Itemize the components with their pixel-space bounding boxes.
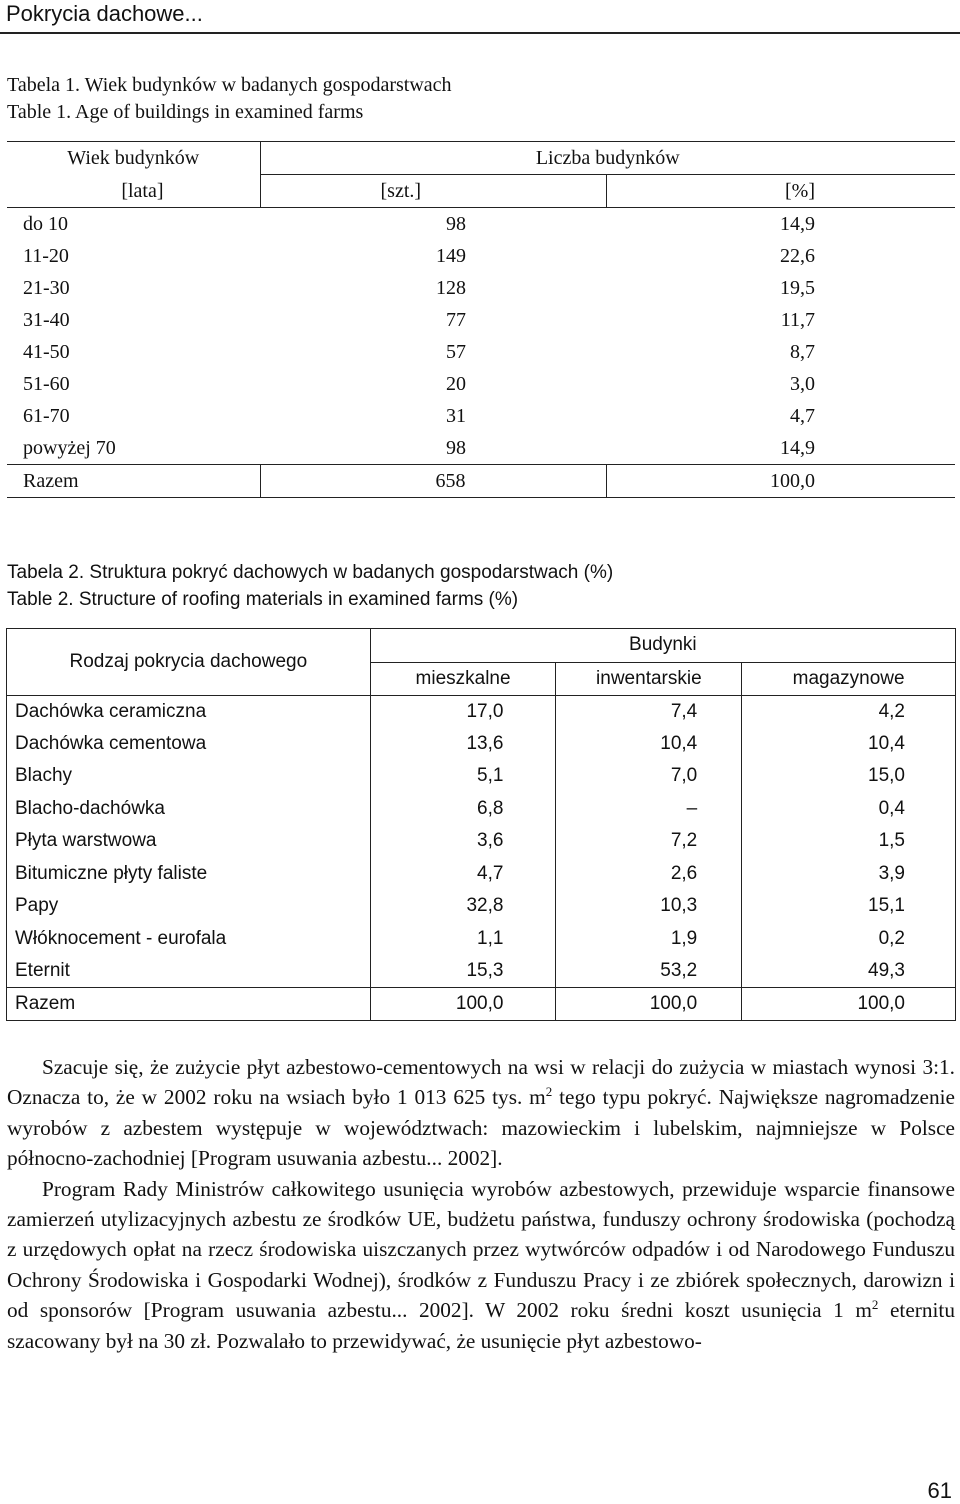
t1-age-cell: 21-30 [23, 277, 70, 299]
t2-type-cell: Eternit [7, 955, 371, 988]
t1-pct-cell: 22,6 [780, 245, 815, 267]
table1-caption-pl: Tabela 1. Wiek budynków w badanych gospodarstwach [7, 74, 452, 96]
t1-pct-cell: 19,5 [780, 277, 815, 299]
t1-pct-cell: 14,9 [606, 208, 955, 241]
t1-count-cell: 57 [446, 341, 466, 363]
t2-value-cell: 15,1 [868, 895, 905, 917]
t2-head-livestock: inwentarskie [556, 662, 742, 695]
t1-age-cell: 61-70 [23, 405, 70, 427]
t1-age-cell: powyżej 70 [23, 437, 116, 459]
t2-value-cell: 10,4 [556, 728, 742, 761]
table-row [7, 208, 955, 241]
t1-age-cell: 51-60 [23, 373, 70, 395]
t2-total-value: 100,0 [742, 988, 956, 1021]
table2-caption-en: Table 2. Structure of roofing materials in examined farms (%) [7, 589, 519, 610]
t2-type-cell: Dachówka cementowa [7, 728, 371, 761]
table-row [7, 728, 956, 761]
t2-type-cell: Włóknocement - eurofala [7, 923, 371, 956]
table-row [7, 955, 956, 988]
t1-age-cell: 31-40 [23, 309, 70, 331]
table-row [7, 304, 955, 336]
body-text [7, 1052, 955, 1356]
t1-head-group: Liczba budynków [260, 142, 955, 175]
t1-total-label: Razem [7, 465, 260, 498]
t1-head-age-unit: [lata] [7, 175, 260, 208]
paragraph-2-part-b: eternitu szacowany był na 30 zł. Pozwalało to przewidywać, że usunięcie płyt azbestowo- [7, 1298, 955, 1353]
t2-head-type: Rodzaj pokrycia dachowego [7, 629, 371, 696]
t1-count-cell: 98 [260, 208, 606, 241]
t2-value-cell: 7,4 [556, 695, 742, 728]
t2-value-cell: 4,7 [370, 858, 556, 891]
t2-value-cell: 32,8 [370, 890, 556, 923]
table-row-total [7, 988, 956, 1021]
t2-value-cell: 7,0 [556, 760, 742, 793]
table-row [7, 272, 955, 304]
t2-value-cell: 1,5 [878, 830, 905, 852]
table-building-age [7, 141, 955, 498]
t2-type-cell: Płyta warstwowa [7, 825, 371, 858]
table-row [7, 368, 955, 400]
running-header-title: Pokrycia dachowe... [6, 1, 203, 26]
t2-value-cell: 15,0 [868, 765, 905, 787]
t1-age-cell: 11-20 [23, 245, 69, 267]
t1-head-pct-unit: [%] [606, 175, 955, 208]
t2-type-cell: Dachówka ceramiczna [7, 695, 371, 728]
paragraph-1 [7, 1052, 955, 1174]
page-number: 61 [927, 1478, 952, 1503]
table-row-total [7, 465, 955, 498]
t1-head-count-unit: [szt.] [260, 175, 606, 208]
superscript: 2 [871, 1297, 879, 1313]
t2-value-cell: 0,4 [878, 797, 905, 819]
table-row [7, 336, 955, 368]
t2-value-cell: 10,3 [556, 890, 742, 923]
t2-total-value: 100,0 [370, 988, 556, 1021]
table-row [7, 240, 955, 272]
t2-head-group: Budynki [370, 629, 955, 663]
t1-total-count: 658 [260, 465, 606, 498]
t1-count-cell: 20 [446, 373, 466, 395]
table-row [7, 695, 956, 728]
t2-value-cell: 15,3 [370, 955, 556, 988]
t2-type-cell: Papy [7, 890, 371, 923]
t2-value-cell: 2,6 [556, 858, 742, 891]
paragraph-1-part-a: Szacuje się, że zużycie płyt azbestowo-cementowych na wsi w relacji do zużycia w miastach wynosi 3:1. Oznacza to, że w 2002 roku na wsiach było 1 013 625 tys. m [7, 1055, 955, 1110]
table-row [7, 400, 955, 432]
table-row [7, 793, 956, 826]
paragraph-2 [7, 1174, 955, 1356]
t2-value-cell: – [556, 793, 742, 826]
t1-head-age: Wiek budynków [7, 142, 260, 175]
t1-pct-cell: 14,9 [780, 437, 815, 459]
t1-pct-cell: 11,7 [780, 309, 815, 331]
t2-head-residential: mieszkalne [370, 662, 556, 695]
running-header [0, 0, 960, 34]
table-row [7, 760, 956, 793]
table-row [7, 825, 956, 858]
table-row [7, 432, 955, 465]
t2-value-cell: 5,1 [370, 760, 556, 793]
t2-head-storage: magazynowe [742, 662, 956, 695]
t1-total-pct: 100,0 [606, 465, 955, 498]
table1-caption-en: Table 1. Age of buildings in examined farms [7, 101, 364, 123]
table-roofing-structure [6, 628, 956, 1021]
t1-count-cell: 128 [436, 277, 466, 299]
superscript: 2 [545, 1084, 553, 1100]
t2-total-value: 100,0 [556, 988, 742, 1021]
t2-value-cell: 49,3 [868, 960, 905, 981]
t2-value-cell: 4,2 [878, 700, 905, 722]
t2-value-cell: 13,6 [370, 728, 556, 761]
paragraph-1-part-b: tego typu pokryć. Największe nagromadzenie wyrobów z azbestem występuje w województwach: mazowieckim i lubelskim, najmniejsze w Polsce północno-zachodniej [Program usuwania azbestu... 2002]. [7, 1085, 955, 1171]
paragraph-2-part-a: Program Rady Ministrów całkowitego usunięcia wyrobów azbestowych, przewiduje wsparcie finansowe zamierzeń utylizacyjnych azbestu ze środków UE, budżetu państwa, funduszy ochrony środowiska (pochodzą z urzędowych opłat na rzecz środowiska uiszczanych przez wytwórców odpadów i od Narodowego Funduszu Ochrony Środowiska i Gospodarki Wodnej), środków z Funduszu Pracy i ze zbiórek społecznych, darowizn i od sponsorów [Program usuwania azbestu... 2002]. W 2002 roku średni koszt usunięcia 1 m [7, 1176, 955, 1323]
t2-value-cell: 53,2 [556, 955, 742, 988]
t2-type-cell: Bitumiczne płyty faliste [7, 858, 371, 891]
t1-pct-cell: 4,7 [790, 405, 815, 427]
t2-total-label: Razem [7, 988, 371, 1021]
table-row [7, 858, 956, 891]
table-row [7, 890, 956, 923]
t2-value-cell: 7,2 [556, 825, 742, 858]
t2-value-cell: 10,4 [868, 732, 905, 754]
t1-pct-cell: 3,0 [790, 373, 815, 395]
t2-type-cell: Blacho-dachówka [7, 793, 371, 826]
t2-type-cell: Blachy [7, 760, 371, 793]
t1-count-cell: 98 [446, 437, 466, 459]
t1-age-cell: 41-50 [23, 341, 70, 363]
t2-value-cell: 3,9 [878, 862, 905, 884]
t2-value-cell: 17,0 [370, 695, 556, 728]
t1-count-cell: 77 [446, 309, 466, 331]
t2-value-cell: 3,6 [370, 825, 556, 858]
t1-pct-cell: 8,7 [790, 341, 815, 363]
table2-caption-pl: Tabela 2. Struktura pokryć dachowych w badanych gospodarstwach (%) [7, 562, 614, 583]
t1-count-cell: 149 [436, 245, 466, 267]
t2-value-cell: 1,9 [556, 923, 742, 956]
t2-value-cell: 0,2 [878, 927, 905, 949]
t2-value-cell: 6,8 [370, 793, 556, 826]
t1-age-cell: do 10 [7, 208, 260, 241]
t2-value-cell: 1,1 [370, 923, 556, 956]
table-row [7, 923, 956, 956]
t1-count-cell: 31 [446, 405, 466, 427]
